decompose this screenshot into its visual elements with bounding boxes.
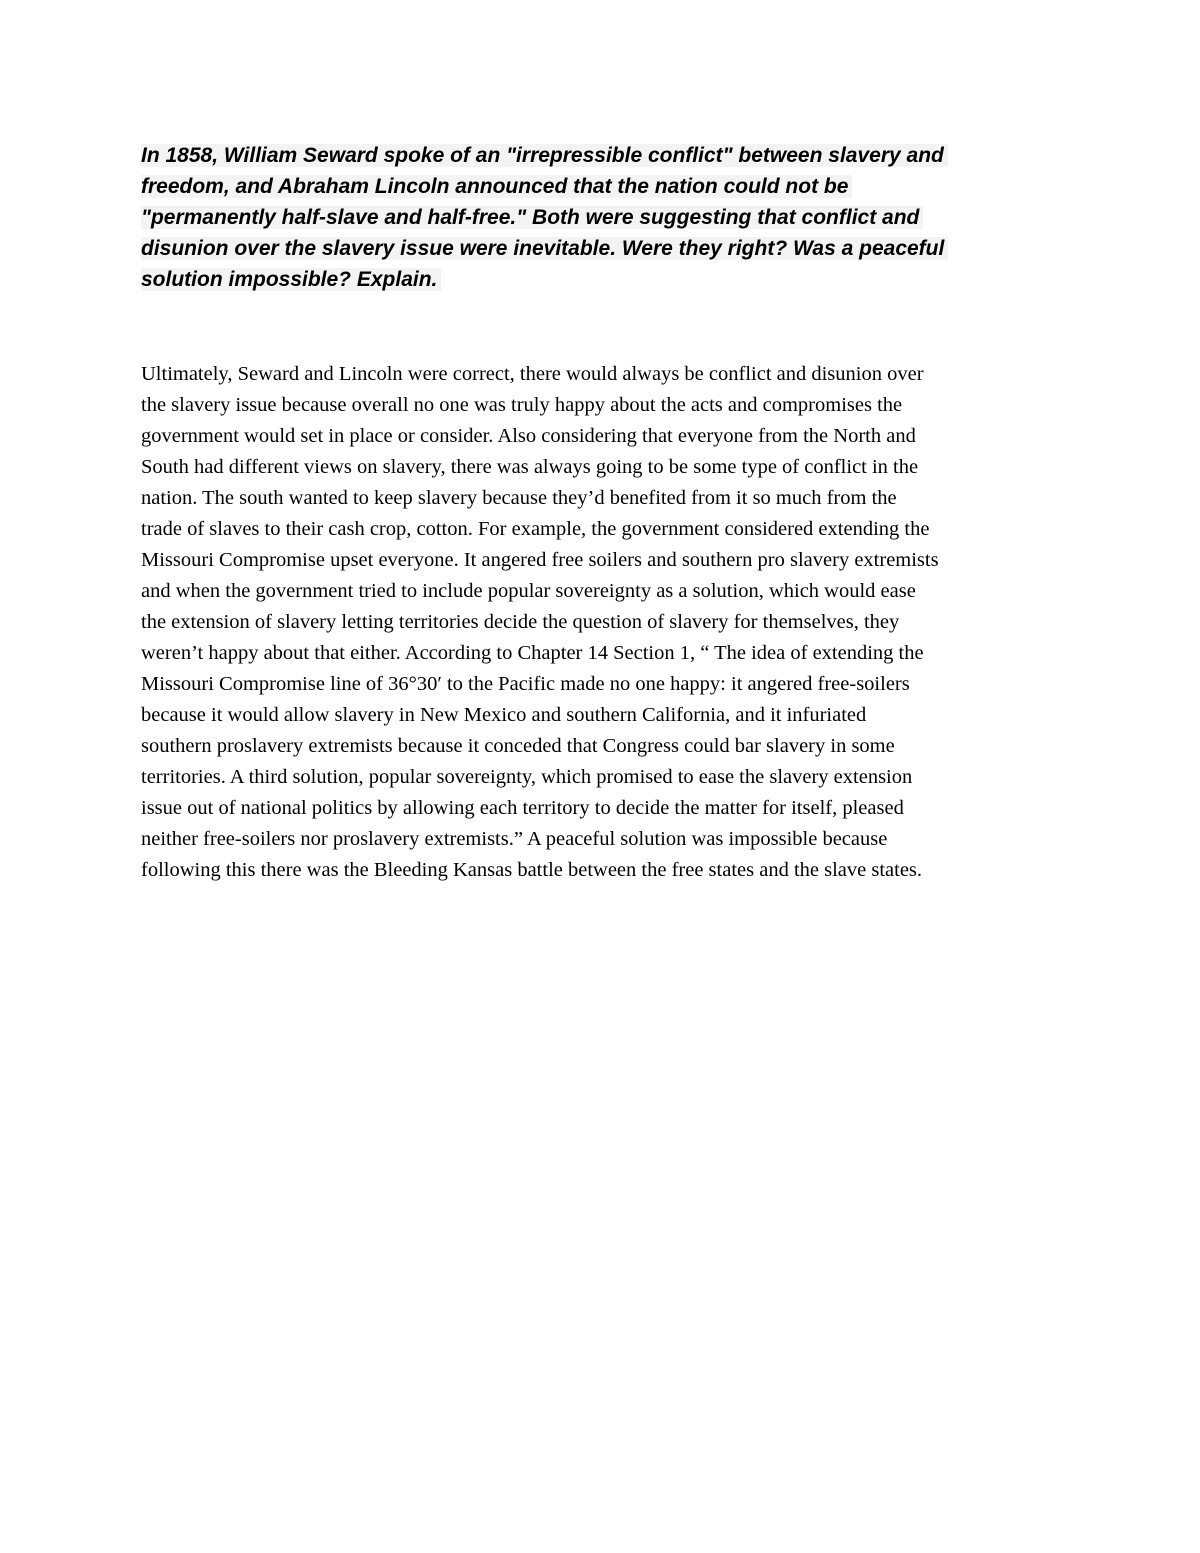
answer-line: the slavery issue because overall no one was truly happy about the acts and compromises the	[141, 394, 903, 416]
answer-line: nation. The south wanted to keep slavery because they’d benefited from it so much from the	[141, 487, 897, 509]
answer-line: trade of slaves to their cash crop, cotton. For example, the government considered extending the	[141, 518, 930, 540]
question-line: solution impossible? Explain.	[141, 264, 1061, 295]
question-line: disunion over the slavery issue were inevitable. Were they right? Was a peaceful	[141, 233, 1061, 264]
answer-line: issue out of national politics by allowing each territory to decide the matter for itself, pleased	[141, 797, 904, 819]
essay-question	[141, 140, 1061, 295]
answer-line: weren’t happy about that either. According to Chapter 14 Section 1, “ The idea of extending the	[141, 642, 924, 664]
answer-line: the extension of slavery letting territories decide the question of slavery for themselves, they	[141, 611, 900, 633]
answer-line: and when the government tried to include popular sovereignty as a solution, which would ease	[141, 580, 916, 602]
question-line: "permanently half-slave and half-free." Both were suggesting that conflict and	[141, 202, 1061, 233]
answer-line: neither free-soilers nor proslavery extremists.” A peaceful solution was impossible because	[141, 828, 888, 850]
answer-line: government would set in place or consider. Also considering that everyone from the North and	[141, 425, 916, 447]
answer-line: Missouri Compromise upset everyone. It angered free soilers and southern pro slavery extremists	[141, 549, 939, 571]
essay-answer	[141, 359, 1071, 886]
answer-line: Ultimately, Seward and Lincoln were correct, there would always be conflict and disunion over	[141, 363, 924, 385]
question-line: freedom, and Abraham Lincoln announced that the nation could not be	[141, 171, 1061, 202]
answer-line: southern proslavery extremists because it conceded that Congress could bar slavery in some	[141, 735, 895, 757]
question-line: In 1858, William Seward spoke of an "irrepressible conflict" between slavery and	[141, 140, 1061, 171]
answer-line: South had different views on slavery, there was always going to be some type of conflict in the	[141, 456, 919, 478]
answer-line: territories. A third solution, popular sovereignty, which promised to ease the slavery extension	[141, 766, 913, 788]
answer-line: following this there was the Bleeding Kansas battle between the free states and the slave states.	[141, 859, 923, 881]
answer-line: because it would allow slavery in New Mexico and southern California, and it infuriated	[141, 704, 867, 726]
answer-line: Missouri Compromise line of 36°30′ to the Pacific made no one happy: it angered free-soilers	[141, 673, 910, 695]
